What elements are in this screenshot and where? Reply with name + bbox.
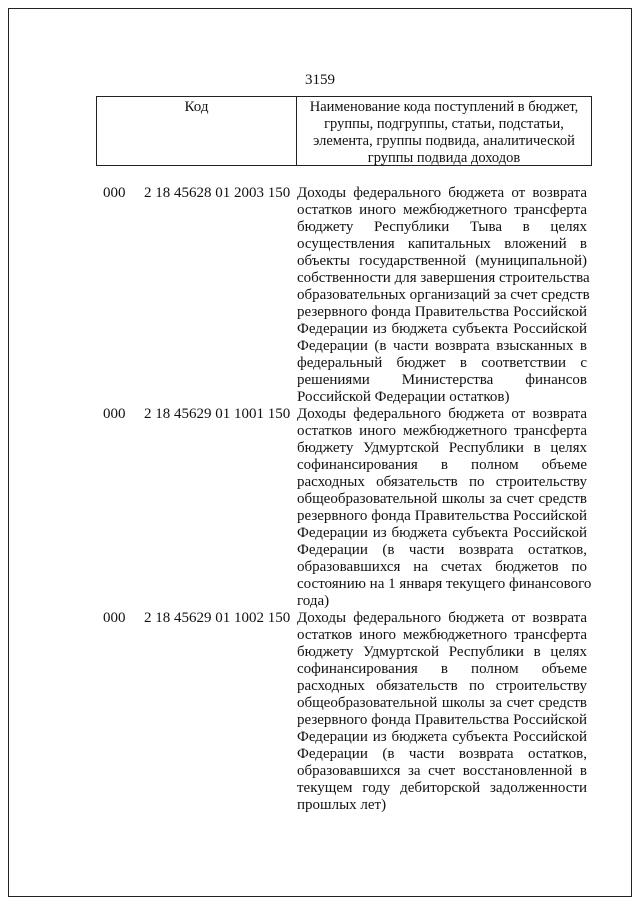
header-name-line: Наименование кода поступлений в бюджет,: [309, 99, 579, 115]
entry-description-line: остатков иного межбюджетного трансферта: [297, 627, 587, 643]
header-name-cell: [297, 97, 591, 165]
entry-description-line: решениями Министерства финансов: [297, 372, 587, 388]
entry-budget-code: 2 18 45629 01 1002 150: [144, 610, 291, 626]
entry-description-line: бюджету Удмуртской Республики в целях: [297, 644, 587, 660]
entry-description-line: расходных обязательств по строительству: [297, 474, 587, 490]
entry-description: [297, 406, 592, 610]
page-number: 3159: [305, 72, 335, 88]
entries-list: [0, 185, 640, 814]
entry-description-line: прошлых лет): [297, 797, 387, 813]
entry-description: [297, 185, 590, 406]
entry-description-line: Доходы федерального бюджета от возврата: [297, 406, 587, 422]
entry-row: [0, 406, 640, 610]
entry-description-line: Доходы федерального бюджета от возврата: [297, 185, 587, 201]
header-code-cell: Код: [97, 97, 297, 165]
header-name-line: группы подвида доходов: [367, 150, 521, 166]
entry-admin-code: 000: [103, 185, 126, 201]
entry-description-line: Доходы федерального бюджета от возврата: [297, 610, 587, 626]
entry-description-line: собственности для завершения строительства: [297, 270, 590, 286]
entry-description-line: образовательных организаций за счет средств: [297, 287, 590, 303]
entry-description-line: резервного фонда Правительства Российской: [297, 304, 587, 320]
entry-description-line: текущем году дебиторской задолженности: [297, 780, 587, 796]
entry-admin-code: 000: [103, 610, 126, 626]
entry-description-line: бюджету Удмуртской Республики в целях: [297, 440, 587, 456]
entry-description-line: общеобразовательной школы за счет средств: [297, 491, 587, 507]
entry-description-line: резервного фонда Правительства Российской: [297, 508, 587, 524]
entry-description-line: Федерации (в части возврата остатков,: [297, 746, 587, 762]
entry-description-line: софинансирования в полном объеме: [297, 457, 587, 473]
entry-description-line: остатков иного межбюджетного трансферта: [297, 423, 587, 439]
entry-description-line: Федерации (в части возврата взысканных в: [297, 338, 587, 354]
entry-description-line: резервного фонда Правительства Российской: [297, 712, 587, 728]
entry-description-line: софинансирования в полном объеме: [297, 661, 587, 677]
entry-row: [0, 610, 640, 814]
entry-description-line: Федерации из бюджета субъекта Российской: [297, 525, 587, 541]
entry-description-line: остатков иного межбюджетного трансферта: [297, 202, 587, 218]
entry-description-line: Федерации из бюджета субъекта Российской: [297, 729, 587, 745]
entry-row: [0, 185, 640, 406]
entry-budget-code: 2 18 45628 01 2003 150: [144, 185, 291, 201]
entry-budget-code: 2 18 45629 01 1001 150: [144, 406, 291, 422]
table-header: [96, 96, 592, 166]
header-name-line: группы, подгруппы, статьи, подстатьи,: [324, 116, 564, 132]
entry-description-line: Российской Федерации остатков): [297, 389, 510, 405]
entry-description-line: образовавшихся на счетах бюджетов по: [297, 559, 587, 575]
entry-description-line: расходных обязательств по строительству: [297, 678, 587, 694]
entry-description-line: Федерации (в части возврата остатков,: [297, 542, 587, 558]
entry-description-line: года): [297, 593, 330, 609]
entry-admin-code: 000: [103, 406, 126, 422]
entry-description-line: Федерации из бюджета субъекта Российской: [297, 321, 587, 337]
header-name-line: элемента, группы подвида, аналитической: [313, 133, 575, 149]
entry-description-line: состоянию на 1 января текущего финансового: [297, 576, 592, 592]
entry-description-line: объекты государственной (муниципальной): [297, 253, 587, 269]
entry-description-line: образовавшихся за счет восстановленной в: [297, 763, 587, 779]
entry-description-line: бюджету Республики Тыва в целях: [297, 219, 587, 235]
entry-description-line: осуществления капитальных вложений в: [297, 236, 587, 252]
entry-description: [297, 610, 587, 814]
entry-description-line: федеральный бюджет в соответствии с: [297, 355, 587, 371]
entry-description-line: общеобразовательной школы за счет средств: [297, 695, 587, 711]
